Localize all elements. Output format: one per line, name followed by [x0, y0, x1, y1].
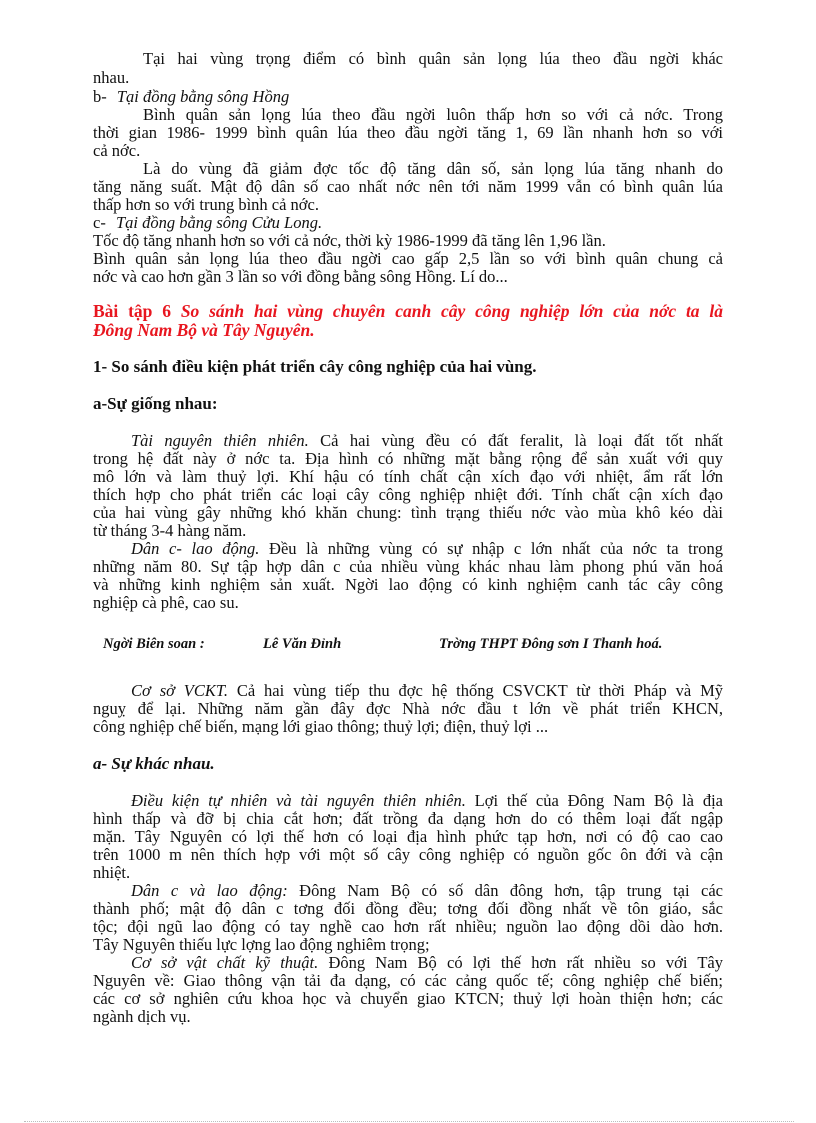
- paragraph-line: thấp hơn so với trung bình cả nớc.: [93, 195, 319, 214]
- paragraph-line: Điều kiện tự nhiên và tài nguyên thiên nhiên. Lợi thế của Đông Nam Bộ là địa: [131, 791, 723, 810]
- section-title: Tại đồng bằng sông Hồng: [116, 87, 290, 106]
- page-bottom-border: [24, 1121, 794, 1122]
- paragraph-line: các cơ sở nghiên cứu khoa học và chuyển giao KTCN; thuỷ lợi hoàn thiện hơn; các: [93, 989, 723, 1008]
- paragraph-lead: Điều kiện tự nhiên và tài nguyên thiên nhiên.: [131, 791, 466, 810]
- exercise-title-line2: Đông Nam Bộ và Tây Nguyên.: [93, 320, 315, 340]
- paragraph-line: Tài nguyên thiên nhiên. Cả hai vùng đều có đất feralit, là loại đất tốt nhất: [131, 431, 723, 450]
- paragraph-line: Dân c và lao động: Đông Nam Bộ có số dân đông hơn, tập trung tại các: [131, 881, 723, 900]
- paragraph-lead: Dân c và lao động:: [131, 881, 288, 900]
- paragraph-line: nớc và cao hơn gần 3 lần so với đồng bằng sông Hồng. Lí do...: [93, 267, 508, 286]
- paragraph-lead: Tài nguyên thiên nhiên.: [131, 431, 309, 450]
- paragraph-lead: Cơ sở vật chất kỹ thuật.: [131, 953, 319, 972]
- paragraph-line: công nghiệp chế biến, mạng lới giao thông; thuỷ lợi; điện, thuỷ lợi ...: [93, 717, 549, 736]
- paragraph-line: Bình quân sản lọng lúa theo đầu ngời luôn thấp hơn so với cả nớc. Trong: [143, 105, 723, 124]
- paragraph-lead: Dân c- lao động.: [131, 539, 260, 558]
- paragraph-line: trên 1000 m nên thích hợp với một số cây công nghiệp có nguồn gốc ôn đới và cận: [93, 845, 723, 864]
- paragraph-line: tăng năng suất. Mật độ dân số cao nhất nớc nên tới năm 1999 vẫn có bình quân lúa: [93, 177, 723, 196]
- paragraph-line: tộc; đội ngũ lao động có tay nghề cao hơn rất nhiều; nguồn lao động dồi dào hơn.: [93, 917, 723, 936]
- paragraph-line: thích hợp cho phát triển các loại cây công nghiệp nhiệt đới. Tính chất cận xích đạo: [93, 485, 723, 504]
- paragraph-lead: Cơ sở VCKT.: [131, 681, 228, 700]
- paragraph-line: nhiệt.: [93, 863, 131, 882]
- paragraph-line: ngành dịch vụ.: [93, 1007, 191, 1026]
- paragraph-line: và những kinh nghiệm sản xuất. Ngời lao động có kinh nghiệm canh tác cây công: [93, 575, 723, 594]
- footer-author-label: Ngời Biên soan :: [103, 636, 205, 652]
- paragraph-line: Cơ sở vật chất kỹ thuật. Đông Nam Bộ có lợi thế hơn rất nhiều so với Tây: [131, 953, 724, 972]
- paragraph-line: trong hệ đất này ở nớc ta. Địa hình có những mặt bằng rộng để sản xuất với quy: [93, 449, 723, 468]
- exercise-title: [93, 302, 723, 320]
- paragraph-line: Bình quân sản lọng lúa theo đầu ngời cao gấp 2,5 lần so với bình quân chung cả: [93, 249, 723, 268]
- heading-differences: a- Sự khác nhau.: [93, 754, 215, 773]
- section-label: b-: [93, 87, 107, 106]
- paragraph-line: mô lớn và làm thuỷ lợi. Khí hậu có tính chất cận xích đạo với nhiệt, ẩm rất lớn: [93, 467, 723, 486]
- paragraph-line: những năm 80. Sự tập hợp dân c của nhiều vùng khác nhau làm phong phú văn hoá: [93, 557, 723, 576]
- paragraph-line: Dân c- lao động. Đều là những vùng có sự nhập c lớn nhất của nớc ta trong: [131, 539, 723, 558]
- paragraph-line: nguỵ để lại. Những năm gần đây đợc Nhà nớc đầu t lớn về phát triển KHCN,: [93, 699, 723, 718]
- section-title: Tại đồng bằng sông Cửu Long.: [115, 213, 323, 232]
- paragraph-line: hình thấp và đỡ bị chia cắt hơn; đất trồng đa dạng hơn do có thêm loại đất ngập: [93, 809, 723, 828]
- footer-school: Trờng THPT Đông sơn I Thanh hoá.: [439, 636, 663, 652]
- paragraph-line: Tốc độ tăng nhanh hơn so với cả nớc, thời kỳ 1986-1999 đã tăng lên 1,96 lần.: [93, 231, 606, 250]
- exercise-lead: Bài tập 6: [93, 301, 171, 321]
- heading-similarities: a-Sự giống nhau:: [93, 394, 218, 413]
- exercise-title-line1: So sánh hai vùng chuyên canh cây công nghiệp lớn của nớc ta là: [180, 301, 723, 321]
- paragraph-line: Nguyên về: Giao thông vận tải đa dạng, có các cảng quốc tế; công nghiệp chế biến;: [93, 971, 723, 990]
- section-heading-c: [93, 214, 322, 232]
- paragraph-line: từ tháng 3-4 hàng năm.: [93, 521, 247, 540]
- heading-1: 1- So sánh điều kiện phát triển cây công nghiệp của hai vùng.: [93, 357, 537, 376]
- paragraph-line: Là do vùng đã giảm đợc tốc độ tăng dân số, sản lọng lúa tăng nhanh do: [143, 159, 723, 178]
- section-label: c-: [93, 213, 106, 232]
- paragraph-line: thành phố; mật độ dân c tơng đối đồng đều; tơng đối đồng nhất về tôn giáo, sắc: [93, 899, 723, 918]
- paragraph-line: Cơ sở VCKT. Cả hai vùng tiếp thu đợc hệ thống CSVCKT từ thời Pháp và Mỹ: [131, 681, 723, 700]
- paragraph-line: Tây Nguyên thiếu lực lợng lao động nghiêm trọng;: [93, 935, 430, 954]
- section-heading-b: [93, 88, 289, 106]
- paragraph-line: của hai vùng gây những khó khăn chung: tình trạng thiếu nớc vào mùa khô kéo dài: [93, 503, 723, 522]
- footer-author: Lê Văn Đỉnh: [263, 636, 342, 652]
- paragraph-line: cả nớc.: [93, 141, 141, 160]
- paragraph-line: nhau.: [93, 68, 130, 87]
- paragraph-line: thời gian 1986- 1999 bình quân lúa theo đầu ngời tăng 1, 69 lần nhanh hơn so với: [93, 123, 723, 142]
- paragraph-line: nghiệp cà phê, cao su.: [93, 593, 239, 612]
- paragraph-line: Tại hai vùng trọng điểm có bình quân sản lọng lúa theo đầu ngời khác: [143, 49, 723, 68]
- paragraph-line: mặn. Tây Nguyên có lợi thế hơn có loại địa hình phức tạp hơn, nơi có độ cao cao: [93, 827, 723, 846]
